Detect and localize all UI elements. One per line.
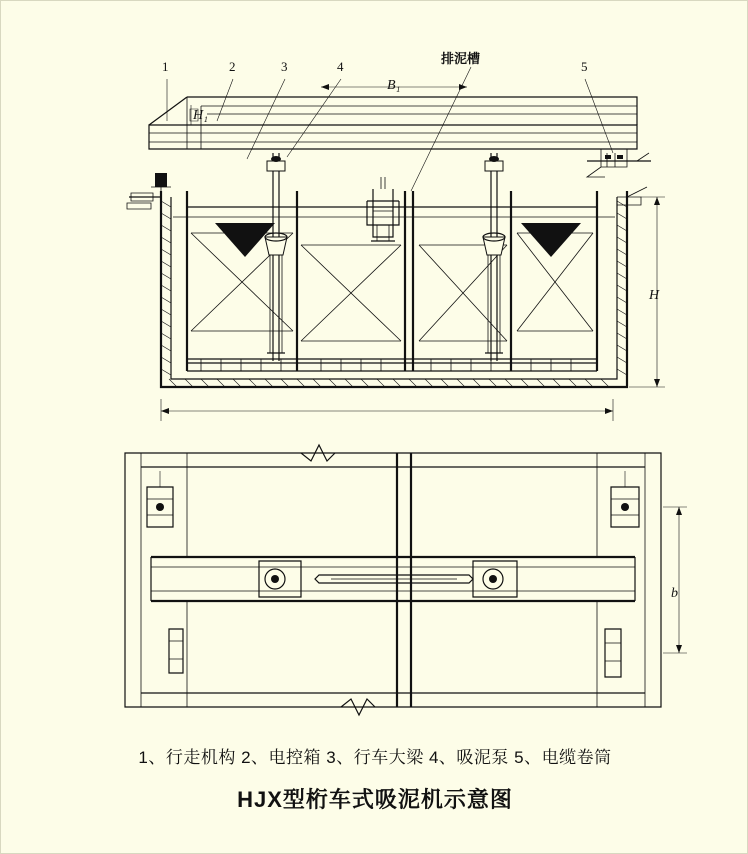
elevation-tank [127,173,647,387]
parts-legend: 1、行走机构 2、电控箱 3、行车大梁 4、吸泥泵 5、电缆卷筒 [138,748,612,767]
plan-view [125,445,687,715]
elevation-truss [187,191,597,371]
dimension-h-label: H [649,288,660,303]
sludge-trough-label: 排泥槽 [441,51,481,66]
callout-1: 1 [162,59,169,74]
dimension-b-label: b [671,586,678,601]
figure-title: HJX型桁车式吸泥机示意图 [237,787,513,812]
dimension-h1-label: H₁ [193,108,208,123]
elevation-pumps [265,153,505,361]
elevation-bridge [149,97,651,177]
callout-4: 4 [337,59,344,74]
machine-schematic [1,1,748,854]
callout-2: 2 [229,59,236,74]
dimension-b1-label: B₁ [387,78,401,93]
callout-5: 5 [581,59,588,74]
callout-3: 3 [281,59,288,74]
